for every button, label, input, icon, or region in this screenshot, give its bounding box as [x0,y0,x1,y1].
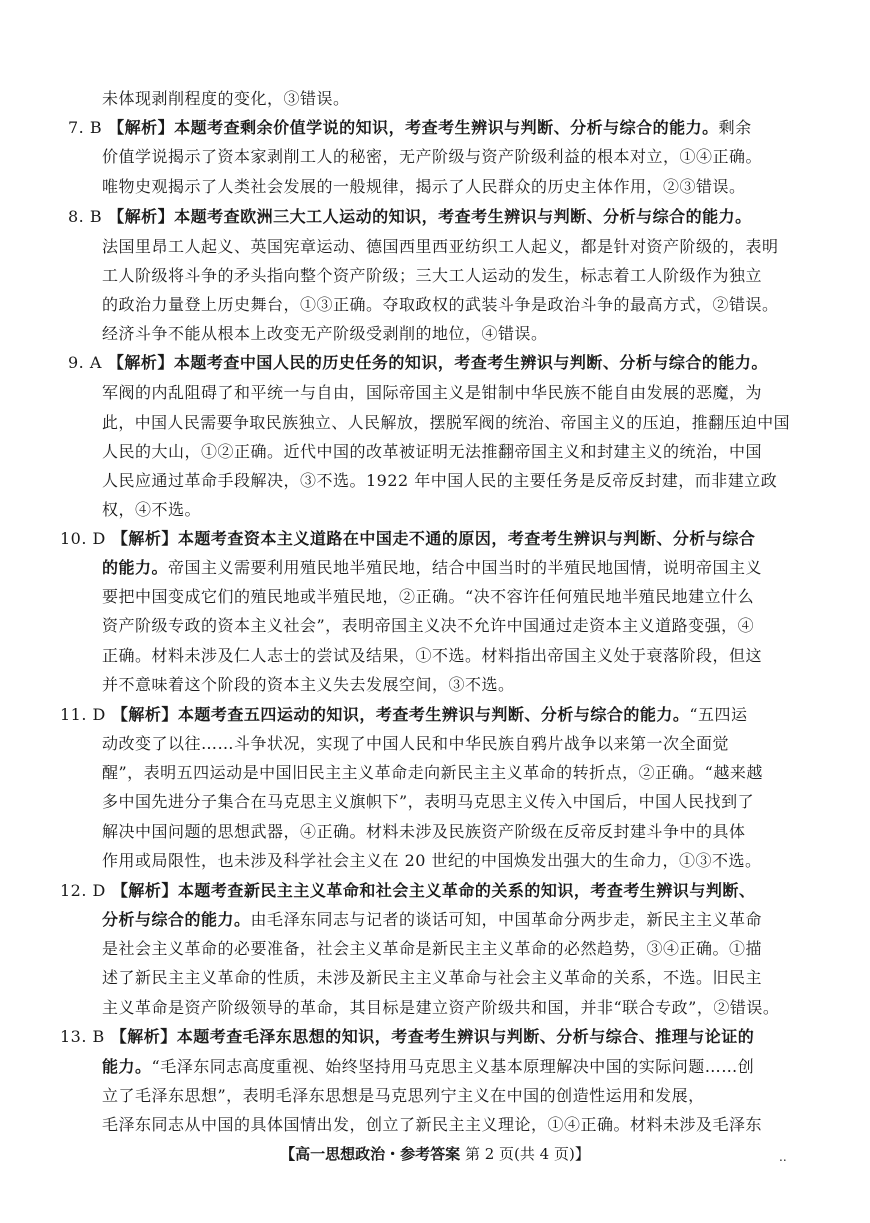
line-text: 解决中国问题的思想武器，④正确。材料未涉及民族资产阶级在反帝反封建斗争中的具体 [102,822,746,841]
line-text: 的政治力量登上历史舞台，①③正确。夺取政权的武装斗争是政治斗争的最高方式，②错误。 [102,295,779,314]
question-number: 13. B [60,1027,105,1046]
line-text: 毛泽东同志从中国的具体国情出发，创立了新民主主义理论，①④正确。材料未涉及毛泽东 [102,1115,763,1134]
analysis-heading: 【解析】本题考查中国人民的历史任务的知识，考查考生辨识与判断、分析与综合的能力。 [107,353,768,372]
line-text: 要把中国变成它们的殖民地或半殖民地，②正确。“决不容许任何殖民地半殖民地建立什么 [102,587,755,606]
text-line [102,791,754,813]
question-number: 11. D [60,705,106,724]
line-text: 多中国先进分子集合在马克思主义旗帜下”，表明马克思主义传入中国后，中国人民找到了 [102,792,755,811]
line-text: 述了新民主主义革命的性质，未涉及新民主主义革命与社会主义革命的关系，不选。旧民主 [102,968,763,987]
text-line [60,1026,754,1048]
line-text: 人民应通过革命手段解决，③不选。1922 年中国人民的主要任务是反帝反封建，而非建立政 [102,471,778,490]
text-line [102,938,762,960]
line-text: 正确。材料未涉及仁人志士的尝试及结果，①不选。材料指出帝国主义处于衰落阶段，但这 [102,646,763,665]
text-line [102,997,779,1019]
footer-page-number: 第 2 页(共 4 页)】 [464,1145,590,1163]
line-text: 剩余 [718,118,752,137]
question-number: 10. D [60,529,106,548]
text-line [102,236,779,258]
analysis-heading: 【解析】本题考查欧洲三大工人运动的知识，考查考生辨识与判断、分析与综合的能力。 [108,207,752,226]
line-text: 军阀的内乱阻碍了和平统一与自由，国际帝国主义是钳制中华民族不能自由发展的恶魔，为 [102,383,763,402]
footer-title: 【高一思想政治・参考答案 [280,1145,461,1163]
text-line [102,412,790,434]
analysis-heading: 【解析】本题考查剩余价值学说的知识，考查考生辨识与判断、分析与综合的能力。 [108,118,719,137]
text-line [102,382,762,404]
line-text: 人民的大山，①②正确。近代中国的改革被证明无法推翻帝国主义和封建主义的统治，中国 [102,442,763,461]
text-line [102,470,777,492]
text-line [102,850,762,872]
line-text: 资产阶级专政的资本主义社会”，表明帝国主义决不允许中国通过走资本主义道路变强，④ [102,616,755,635]
analysis-heading: 的能力。 [102,558,169,577]
text-line [60,880,755,902]
text-line [102,323,548,345]
text-line [102,674,515,696]
line-text: 立了毛泽东思想”，表明毛泽东思想是马克思列宁主义在中国的创造性运用和发展， [102,1086,705,1105]
line-text: 经济斗争不能从根本上改变无产阶级受剥削的地位，④错误。 [102,324,548,343]
line-text: 未体现剥削程度的变化，③错误。 [102,89,350,108]
analysis-heading: 【解析】本题考查资本主义道路在中国走不通的原因，考查考生辨识与判断、分析与综合 [111,529,756,548]
text-line [102,909,762,931]
line-text: 由毛泽东同志与记者的谈话可知，中国革命分两步走，新民主主义革命 [250,910,763,929]
analysis-heading: 【解析】本题考查新民主主义革命和社会主义革命的关系的知识，考查考生辨识与判断、 [111,881,756,900]
question-number: 8. B [68,207,103,226]
text-line [68,352,768,374]
text-line [102,967,762,989]
corner-mark: .. [779,1150,787,1164]
text-line [102,88,350,110]
text-line [102,499,201,521]
text-line [68,117,752,139]
text-line [102,821,746,843]
line-text: 帝国主义需要利用殖民地半殖民地，结合中国当时的半殖民地国情，说明帝国主义 [168,558,763,577]
line-text: 价值学说揭示了资本家剥削工人的秘密，无产阶级与资产阶级利益的根本对立，①④正确。 [102,147,763,166]
line-text: 法国里昂工人起义、英国宪章运动、德国西里西亚纺织工人起义，都是针对资产阶级的，表明 [102,237,779,256]
line-text: 并不意味着这个阶段的资本主义失去发展空间，③不选。 [102,675,515,694]
question-number: 9. A [68,353,102,372]
text-line [102,762,763,784]
text-line [102,176,746,198]
question-number: 12. D [60,881,106,900]
line-text: 工人阶级将斗争的矛头指向整个资产阶级；三大工人运动的发生，标志着工人阶级作为独立 [102,266,763,285]
line-text: 醒”，表明五四运动是中国旧民主主义革命走向新民主主义革命的转折点，②正确。“越来越 [102,763,763,782]
text-line [102,1056,754,1078]
text-line [102,645,762,667]
analysis-heading: 能力。 [102,1057,152,1076]
text-line [102,615,754,637]
line-text: 作用或局限性，也未涉及科学社会主义在 20 世纪的中国焕发出强大的生命力，①③不选。 [102,851,762,870]
text-line [102,441,762,463]
text-line [102,146,762,168]
line-text: 是社会主义革命的必要准备，社会主义革命是新民主主义革命的必然趋势，③④正确。①描 [102,939,763,958]
line-text: 主义革命是资产阶级领导的革命，其目标是建立资产阶级共和国，并非“联合专政”，②错误。 [102,998,780,1017]
text-line [60,704,748,726]
analysis-heading: 分析与综合的能力。 [102,910,251,929]
analysis-heading: 【解析】本题考查五四运动的知识，考查考生辨识与判断、分析与综合的能力。 [111,705,690,724]
text-line [102,1114,762,1136]
text-line [102,586,754,608]
page-footer [0,1143,870,1164]
analysis-heading: 【解析】本题考查毛泽东思想的知识，考查考生辨识与判断、分析与综合、推理与论证的 [110,1027,755,1046]
line-text: 唯物史观揭示了人类社会发展的一般规律，揭示了人民群众的历史主体作用，②③错误。 [102,177,746,196]
text-line [102,265,762,287]
text-line [102,294,779,316]
line-text: 动改变了以往……斗争状况，实现了中国人民和中华民族自鸦片战争以来第一次全面觉 [102,734,730,753]
text-line [60,528,755,550]
line-text: 权，④不选。 [102,500,202,519]
line-text: 此，中国人民需要争取民族独立、人民解放，摆脱军阀的统治、帝国主义的压迫，推翻压迫中国 [102,413,791,432]
line-text: “毛泽东同志高度重视、始终坚持用马克思主义基本原理解决中国的实际问题……创 [151,1057,755,1076]
question-number: 7. B [68,118,103,137]
text-line [102,733,729,755]
text-line [68,206,752,228]
text-line [102,557,762,579]
text-line [102,1085,705,1107]
line-text: “五四运 [689,705,748,724]
